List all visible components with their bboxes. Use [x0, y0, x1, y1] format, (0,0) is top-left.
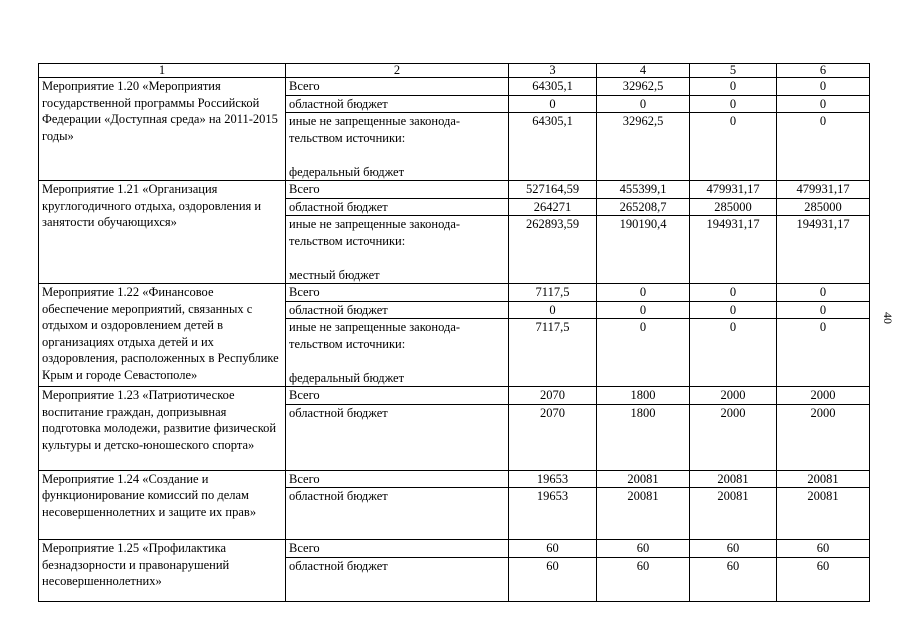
value-cell: 20081: [777, 488, 870, 540]
table-row: [39, 284, 870, 302]
value-cell: 479931,17: [690, 181, 777, 199]
source-cell: [286, 216, 509, 284]
column-header: 6: [777, 64, 870, 78]
value-cell: 479931,17: [777, 181, 870, 199]
value-cell: 455399,1: [597, 181, 690, 199]
value-cell: 0: [690, 78, 777, 96]
source-label: Всего: [286, 78, 509, 96]
value-cell: 19653: [509, 488, 597, 540]
source-label: областной бюджет: [286, 557, 509, 601]
value-cell: 2000: [690, 404, 777, 470]
event-name: Мероприятие 1.22 «Финансовое обеспечение мероприятий, связанных с отдыхом и оздоровлением детей в организациях отдыха детей и их оздоровления, расположенных в Республике Крым и городе Севастополе»: [39, 284, 286, 387]
value-cell: 0: [597, 301, 690, 319]
event-name: Мероприятие 1.20 «Мероприятия государственной программы Российской Федерации «Доступная среда» на 2011-2015 годы»: [39, 78, 286, 181]
value-cell: 0: [690, 319, 777, 387]
value-cell: 2000: [777, 404, 870, 470]
budget-table: [38, 63, 870, 602]
value-cell: 19653: [509, 470, 597, 488]
value-cell: 0: [690, 113, 777, 181]
source-cell: [286, 113, 509, 181]
value-cell: 0: [777, 113, 870, 181]
source-label: Всего: [286, 181, 509, 199]
value-cell: 1800: [597, 404, 690, 470]
page-number: 40: [881, 312, 895, 324]
source-label: Всего: [286, 387, 509, 405]
value-cell: 0: [597, 95, 690, 113]
column-header: 3: [509, 64, 597, 78]
column-header: 1: [39, 64, 286, 78]
value-cell: 2000: [690, 387, 777, 405]
value-cell: 64305,1: [509, 113, 597, 181]
value-cell: 1800: [597, 387, 690, 405]
source-label: Всего: [286, 470, 509, 488]
column-header: 4: [597, 64, 690, 78]
value-cell: 60: [690, 557, 777, 601]
source-label: федеральный бюджет: [289, 370, 405, 385]
source-label: областной бюджет: [286, 488, 509, 540]
value-cell: 2000: [777, 387, 870, 405]
other-sources-label: иные не запрещенные законода- тельством источники:: [289, 217, 461, 248]
other-sources-label: иные не запрещенные законода- тельством источники:: [289, 114, 461, 145]
value-cell: 264271: [509, 198, 597, 216]
value-cell: 285000: [777, 198, 870, 216]
value-cell: 0: [777, 284, 870, 302]
value-cell: 60: [777, 540, 870, 558]
value-cell: 20081: [690, 488, 777, 540]
table-row: [39, 470, 870, 488]
value-cell: 0: [597, 319, 690, 387]
column-number-row: [39, 64, 870, 78]
value-cell: 60: [777, 557, 870, 601]
value-cell: 32962,5: [597, 78, 690, 96]
source-label: местный бюджет: [289, 267, 380, 282]
column-header: 2: [286, 64, 509, 78]
value-cell: 7117,5: [509, 319, 597, 387]
value-cell: 60: [597, 557, 690, 601]
value-cell: 262893,59: [509, 216, 597, 284]
value-cell: 0: [777, 301, 870, 319]
value-cell: 20081: [597, 488, 690, 540]
source-label: Всего: [286, 540, 509, 558]
value-cell: 0: [597, 284, 690, 302]
value-cell: 190190,4: [597, 216, 690, 284]
value-cell: 7117,5: [509, 284, 597, 302]
value-cell: 64305,1: [509, 78, 597, 96]
value-cell: 0: [690, 284, 777, 302]
value-cell: 0: [777, 78, 870, 96]
value-cell: 32962,5: [597, 113, 690, 181]
source-cell: [286, 319, 509, 387]
table-row: [39, 78, 870, 96]
column-header: 5: [690, 64, 777, 78]
value-cell: 0: [690, 301, 777, 319]
value-cell: 2070: [509, 404, 597, 470]
value-cell: 265208,7: [597, 198, 690, 216]
value-cell: 60: [690, 540, 777, 558]
table-row: [39, 540, 870, 558]
source-label: областной бюджет: [286, 95, 509, 113]
value-cell: 0: [690, 95, 777, 113]
value-cell: 20081: [777, 470, 870, 488]
event-name: Мероприятие 1.25 «Профилактика безнадзорности и правонарушений несовершеннолетних»: [39, 540, 286, 602]
event-name: Мероприятие 1.24 «Создание и функционирование комиссий по делам несовершеннолетних и защите их прав»: [39, 470, 286, 540]
event-name: Мероприятие 1.23 «Патриотическое воспитание граждан, допризывная подготовка молодежи, развитие физической культуры и детско-юношеского спорта»: [39, 387, 286, 471]
value-cell: 60: [597, 540, 690, 558]
value-cell: 0: [509, 301, 597, 319]
source-label: областной бюджет: [286, 404, 509, 470]
value-cell: 60: [509, 557, 597, 601]
table-row: [39, 387, 870, 405]
source-label: областной бюджет: [286, 198, 509, 216]
value-cell: 20081: [690, 470, 777, 488]
value-cell: 285000: [690, 198, 777, 216]
value-cell: 194931,17: [777, 216, 870, 284]
value-cell: 0: [777, 95, 870, 113]
value-cell: 194931,17: [690, 216, 777, 284]
source-label: федеральный бюджет: [289, 164, 405, 179]
source-label: Всего: [286, 284, 509, 302]
value-cell: 0: [777, 319, 870, 387]
value-cell: 2070: [509, 387, 597, 405]
event-name: Мероприятие 1.21 «Организация круглогодичного отдыха, оздоровления и занятости обучающихся»: [39, 181, 286, 284]
value-cell: 60: [509, 540, 597, 558]
value-cell: 20081: [597, 470, 690, 488]
value-cell: 527164,59: [509, 181, 597, 199]
value-cell: 0: [509, 95, 597, 113]
other-sources-label: иные не запрещенные законода- тельством источники:: [289, 320, 461, 351]
source-label: областной бюджет: [286, 301, 509, 319]
table-row: [39, 181, 870, 199]
